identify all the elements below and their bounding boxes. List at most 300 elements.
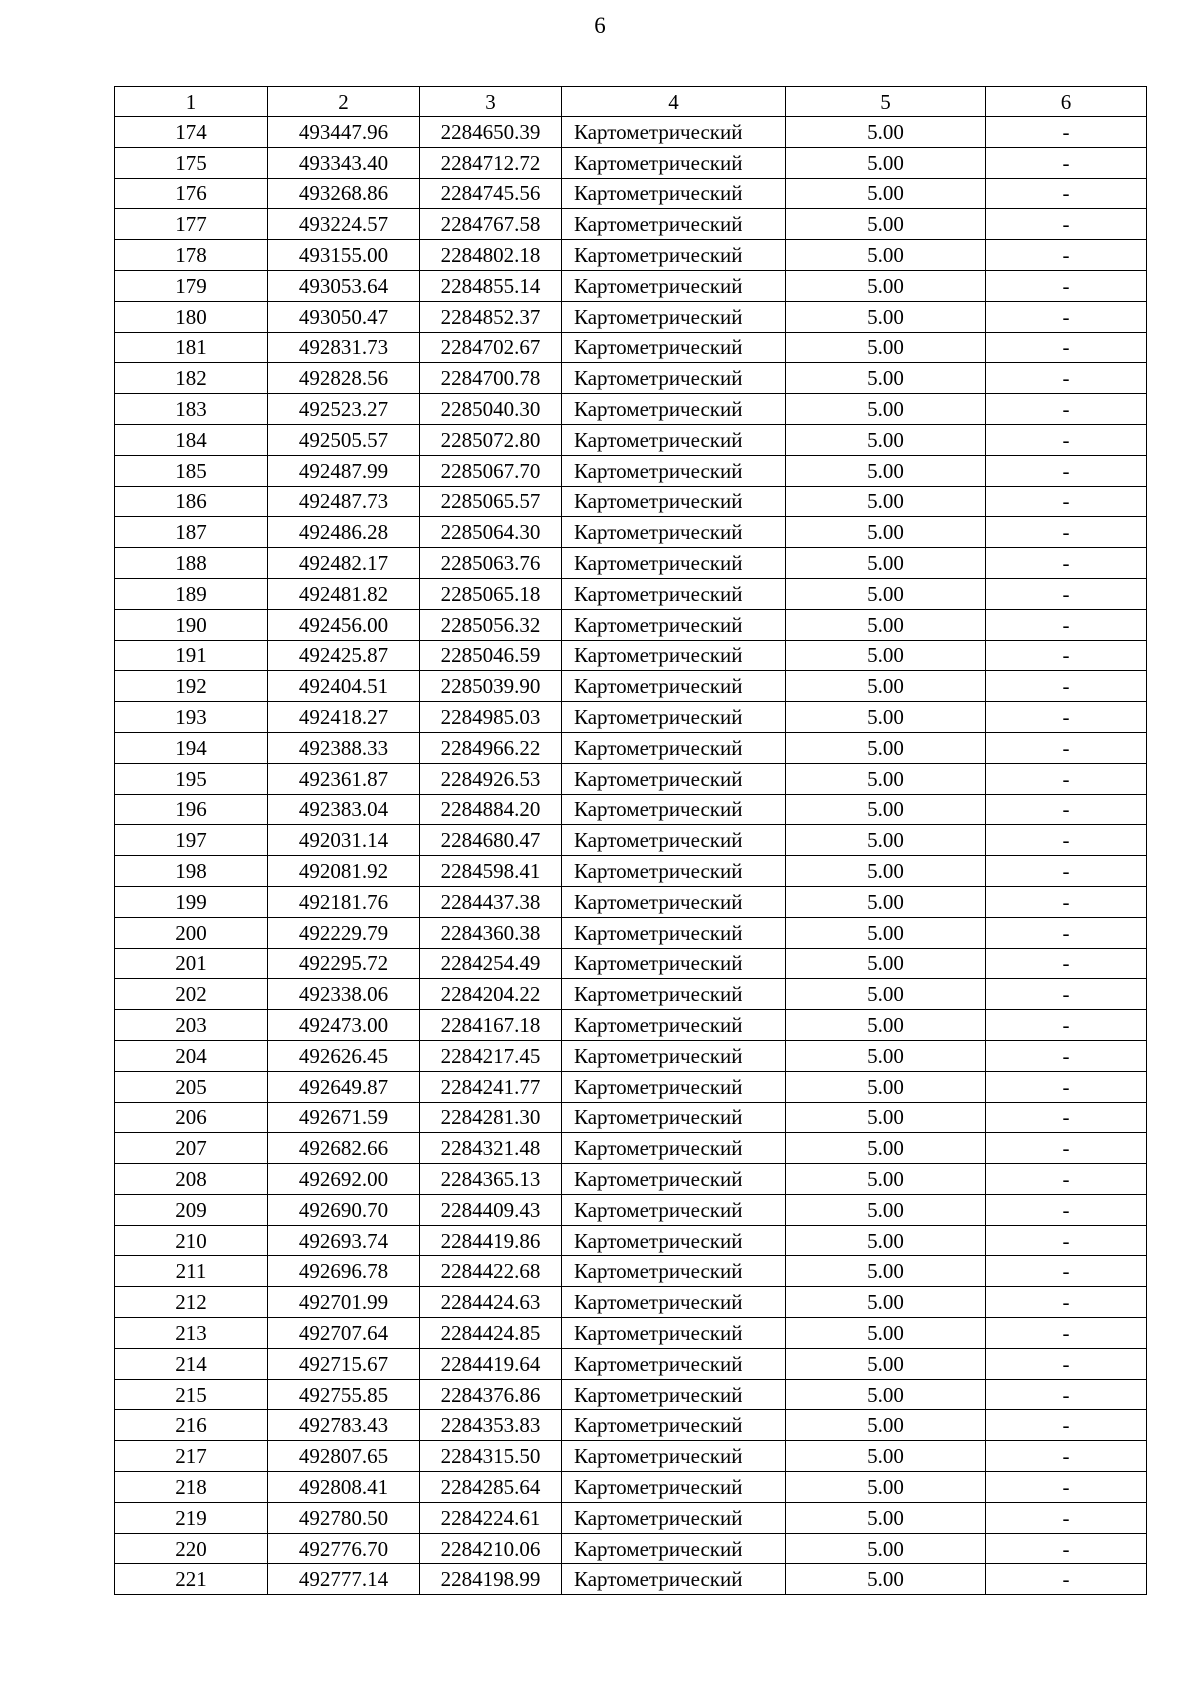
y-coordinate-cell: 2284281.30	[420, 1102, 562, 1133]
accuracy-cell: 5.00	[786, 517, 986, 548]
point-number-cell: 191	[115, 640, 268, 671]
table-row	[115, 640, 1147, 671]
accuracy-cell: 5.00	[786, 886, 986, 917]
point-number-cell: 210	[115, 1225, 268, 1256]
x-coordinate-cell: 493447.96	[268, 117, 420, 148]
page-number: 6	[594, 13, 606, 38]
point-number-cell: 198	[115, 856, 268, 887]
accuracy-cell: 5.00	[786, 147, 986, 178]
note-cell: -	[986, 1256, 1147, 1287]
y-coordinate-cell: 2284745.56	[420, 178, 562, 209]
y-coordinate-cell: 2284365.13	[420, 1164, 562, 1195]
x-coordinate-cell: 492828.56	[268, 363, 420, 394]
method-cell: Картометрический	[562, 1472, 786, 1503]
y-coordinate-cell: 2284353.83	[420, 1410, 562, 1441]
point-number-cell: 202	[115, 979, 268, 1010]
note-cell: -	[986, 1133, 1147, 1164]
point-number-cell: 174	[115, 117, 268, 148]
y-coordinate-cell: 2284217.45	[420, 1040, 562, 1071]
x-coordinate-cell: 492425.87	[268, 640, 420, 671]
point-number-cell: 203	[115, 1010, 268, 1041]
point-number-cell: 181	[115, 332, 268, 363]
note-cell: -	[986, 1472, 1147, 1503]
note-cell: -	[986, 1410, 1147, 1441]
y-coordinate-cell: 2284167.18	[420, 1010, 562, 1041]
note-cell: -	[986, 1533, 1147, 1564]
table-row	[115, 147, 1147, 178]
table-row	[115, 917, 1147, 948]
x-coordinate-cell: 492776.70	[268, 1533, 420, 1564]
method-cell: Картометрический	[562, 424, 786, 455]
y-coordinate-cell: 2284437.38	[420, 886, 562, 917]
note-cell: -	[986, 1164, 1147, 1195]
note-cell: -	[986, 394, 1147, 425]
accuracy-cell: 5.00	[786, 1318, 986, 1349]
point-number-cell: 195	[115, 763, 268, 794]
accuracy-cell: 5.00	[786, 178, 986, 209]
accuracy-cell: 5.00	[786, 117, 986, 148]
table-row	[115, 732, 1147, 763]
table-row	[115, 1379, 1147, 1410]
table-row	[115, 979, 1147, 1010]
note-cell: -	[986, 1010, 1147, 1041]
point-number-cell: 206	[115, 1102, 268, 1133]
note-cell: -	[986, 979, 1147, 1010]
x-coordinate-cell: 492696.78	[268, 1256, 420, 1287]
x-coordinate-cell: 492671.59	[268, 1102, 420, 1133]
x-coordinate-cell: 492505.57	[268, 424, 420, 455]
y-coordinate-cell: 2284224.61	[420, 1502, 562, 1533]
point-number-cell: 216	[115, 1410, 268, 1441]
accuracy-cell: 5.00	[786, 763, 986, 794]
x-coordinate-cell: 492682.66	[268, 1133, 420, 1164]
x-coordinate-cell: 492690.70	[268, 1194, 420, 1225]
method-cell: Картометрический	[562, 517, 786, 548]
method-cell: Картометрический	[562, 979, 786, 1010]
table-body	[115, 87, 1147, 1595]
method-cell: Картометрический	[562, 1133, 786, 1164]
method-cell: Картометрический	[562, 1010, 786, 1041]
y-coordinate-cell: 2284926.53	[420, 763, 562, 794]
table-row	[115, 1287, 1147, 1318]
table-row	[115, 794, 1147, 825]
note-cell: -	[986, 1502, 1147, 1533]
method-cell: Картометрический	[562, 147, 786, 178]
note-cell: -	[986, 1194, 1147, 1225]
note-cell: -	[986, 702, 1147, 733]
note-cell: -	[986, 332, 1147, 363]
table-row	[115, 1410, 1147, 1441]
x-coordinate-cell: 492780.50	[268, 1502, 420, 1533]
x-coordinate-cell: 492701.99	[268, 1287, 420, 1318]
method-cell: Картометрический	[562, 1318, 786, 1349]
point-number-cell: 176	[115, 178, 268, 209]
note-cell: -	[986, 1441, 1147, 1472]
accuracy-cell: 5.00	[786, 640, 986, 671]
note-cell: -	[986, 1379, 1147, 1410]
x-coordinate-cell: 492295.72	[268, 948, 420, 979]
x-coordinate-cell: 493224.57	[268, 209, 420, 240]
accuracy-cell: 5.00	[786, 1133, 986, 1164]
x-coordinate-cell: 492404.51	[268, 671, 420, 702]
table-row	[115, 1533, 1147, 1564]
point-number-cell: 190	[115, 609, 268, 640]
point-number-cell: 175	[115, 147, 268, 178]
table-row	[115, 1071, 1147, 1102]
note-cell: -	[986, 1071, 1147, 1102]
x-coordinate-cell: 493343.40	[268, 147, 420, 178]
y-coordinate-cell: 2284712.72	[420, 147, 562, 178]
y-coordinate-cell: 2285039.90	[420, 671, 562, 702]
accuracy-cell: 5.00	[786, 486, 986, 517]
table-row	[115, 763, 1147, 794]
accuracy-cell: 5.00	[786, 979, 986, 1010]
table-row	[115, 1164, 1147, 1195]
x-coordinate-cell: 492473.00	[268, 1010, 420, 1041]
note-cell: -	[986, 1225, 1147, 1256]
point-number-cell: 207	[115, 1133, 268, 1164]
x-coordinate-cell: 492649.87	[268, 1071, 420, 1102]
note-cell: -	[986, 1348, 1147, 1379]
method-cell: Картометрический	[562, 948, 786, 979]
table-row	[115, 1256, 1147, 1287]
accuracy-cell: 5.00	[786, 1379, 986, 1410]
method-cell: Картометрический	[562, 332, 786, 363]
table-row	[115, 1348, 1147, 1379]
point-number-cell: 204	[115, 1040, 268, 1071]
method-cell: Картометрический	[562, 1225, 786, 1256]
x-coordinate-cell: 492388.33	[268, 732, 420, 763]
accuracy-cell: 5.00	[786, 1010, 986, 1041]
x-coordinate-cell: 492707.64	[268, 1318, 420, 1349]
accuracy-cell: 5.00	[786, 548, 986, 579]
accuracy-cell: 5.00	[786, 917, 986, 948]
method-cell: Картометрический	[562, 825, 786, 856]
accuracy-cell: 5.00	[786, 424, 986, 455]
point-number-cell: 184	[115, 424, 268, 455]
table-row	[115, 856, 1147, 887]
note-cell: -	[986, 1564, 1147, 1595]
method-cell: Картометрический	[562, 209, 786, 240]
note-cell: -	[986, 917, 1147, 948]
point-number-cell: 189	[115, 578, 268, 609]
note-cell: -	[986, 609, 1147, 640]
accuracy-cell: 5.00	[786, 1102, 986, 1133]
accuracy-cell: 5.00	[786, 1287, 986, 1318]
point-number-cell: 188	[115, 548, 268, 579]
note-cell: -	[986, 147, 1147, 178]
note-cell: -	[986, 1102, 1147, 1133]
table-row	[115, 394, 1147, 425]
y-coordinate-cell: 2285064.30	[420, 517, 562, 548]
y-coordinate-cell: 2284360.38	[420, 917, 562, 948]
header-cell: 3	[420, 87, 562, 117]
y-coordinate-cell: 2285065.18	[420, 578, 562, 609]
note-cell: -	[986, 209, 1147, 240]
method-cell: Картометрический	[562, 886, 786, 917]
point-number-cell: 200	[115, 917, 268, 948]
accuracy-cell: 5.00	[786, 1071, 986, 1102]
table-row	[115, 1194, 1147, 1225]
note-cell: -	[986, 240, 1147, 271]
x-coordinate-cell: 492456.00	[268, 609, 420, 640]
y-coordinate-cell: 2284210.06	[420, 1533, 562, 1564]
table-row	[115, 1564, 1147, 1595]
table-row	[115, 1502, 1147, 1533]
note-cell: -	[986, 1287, 1147, 1318]
note-cell: -	[986, 1318, 1147, 1349]
method-cell: Картометрический	[562, 1564, 786, 1595]
y-coordinate-cell: 2284424.63	[420, 1287, 562, 1318]
point-number-cell: 219	[115, 1502, 268, 1533]
point-number-cell: 201	[115, 948, 268, 979]
y-coordinate-cell: 2284198.99	[420, 1564, 562, 1595]
y-coordinate-cell: 2284852.37	[420, 301, 562, 332]
note-cell: -	[986, 640, 1147, 671]
accuracy-cell: 5.00	[786, 1164, 986, 1195]
accuracy-cell: 5.00	[786, 1348, 986, 1379]
accuracy-cell: 5.00	[786, 1472, 986, 1503]
method-cell: Картометрический	[562, 240, 786, 271]
method-cell: Картометрический	[562, 1441, 786, 1472]
accuracy-cell: 5.00	[786, 1410, 986, 1441]
point-number-cell: 185	[115, 455, 268, 486]
accuracy-cell: 5.00	[786, 1564, 986, 1595]
y-coordinate-cell: 2285040.30	[420, 394, 562, 425]
table-row	[115, 270, 1147, 301]
table-row	[115, 948, 1147, 979]
x-coordinate-cell: 492487.73	[268, 486, 420, 517]
note-cell: -	[986, 424, 1147, 455]
note-cell: -	[986, 486, 1147, 517]
point-number-cell: 205	[115, 1071, 268, 1102]
y-coordinate-cell: 2284204.22	[420, 979, 562, 1010]
point-number-cell: 192	[115, 671, 268, 702]
point-number-cell: 183	[115, 394, 268, 425]
point-number-cell: 212	[115, 1287, 268, 1318]
accuracy-cell: 5.00	[786, 455, 986, 486]
table-row	[115, 517, 1147, 548]
x-coordinate-cell: 492693.74	[268, 1225, 420, 1256]
y-coordinate-cell: 2284650.39	[420, 117, 562, 148]
y-coordinate-cell: 2284767.58	[420, 209, 562, 240]
note-cell: -	[986, 794, 1147, 825]
point-number-cell: 214	[115, 1348, 268, 1379]
accuracy-cell: 5.00	[786, 1225, 986, 1256]
accuracy-cell: 5.00	[786, 270, 986, 301]
y-coordinate-cell: 2284884.20	[420, 794, 562, 825]
method-cell: Картометрический	[562, 1348, 786, 1379]
y-coordinate-cell: 2284700.78	[420, 363, 562, 394]
accuracy-cell: 5.00	[786, 794, 986, 825]
note-cell: -	[986, 455, 1147, 486]
accuracy-cell: 5.00	[786, 240, 986, 271]
method-cell: Картометрический	[562, 1102, 786, 1133]
method-cell: Картометрический	[562, 270, 786, 301]
x-coordinate-cell: 492523.27	[268, 394, 420, 425]
table-row	[115, 702, 1147, 733]
note-cell: -	[986, 948, 1147, 979]
note-cell: -	[986, 1040, 1147, 1071]
accuracy-cell: 5.00	[786, 1502, 986, 1533]
x-coordinate-cell: 493155.00	[268, 240, 420, 271]
header-cell: 5	[786, 87, 986, 117]
table-row	[115, 455, 1147, 486]
point-number-cell: 220	[115, 1533, 268, 1564]
note-cell: -	[986, 117, 1147, 148]
note-cell: -	[986, 548, 1147, 579]
y-coordinate-cell: 2284598.41	[420, 856, 562, 887]
point-number-cell: 186	[115, 486, 268, 517]
x-coordinate-cell: 492482.17	[268, 548, 420, 579]
accuracy-cell: 5.00	[786, 1533, 986, 1564]
note-cell: -	[986, 886, 1147, 917]
table-row	[115, 178, 1147, 209]
table-row	[115, 301, 1147, 332]
y-coordinate-cell: 2284315.50	[420, 1441, 562, 1472]
coordinates-table	[114, 86, 1147, 1595]
accuracy-cell: 5.00	[786, 856, 986, 887]
y-coordinate-cell: 2284855.14	[420, 270, 562, 301]
method-cell: Картометрический	[562, 702, 786, 733]
y-coordinate-cell: 2285067.70	[420, 455, 562, 486]
table-row	[115, 825, 1147, 856]
table-row	[115, 486, 1147, 517]
x-coordinate-cell: 492692.00	[268, 1164, 420, 1195]
method-cell: Картометрический	[562, 548, 786, 579]
note-cell: -	[986, 301, 1147, 332]
method-cell: Картометрический	[562, 1256, 786, 1287]
method-cell: Картометрический	[562, 1410, 786, 1441]
point-number-cell: 218	[115, 1472, 268, 1503]
x-coordinate-cell: 492777.14	[268, 1564, 420, 1595]
x-coordinate-cell: 493053.64	[268, 270, 420, 301]
note-cell: -	[986, 517, 1147, 548]
y-coordinate-cell: 2285046.59	[420, 640, 562, 671]
method-cell: Картометрический	[562, 1379, 786, 1410]
method-cell: Картометрический	[562, 671, 786, 702]
point-number-cell: 194	[115, 732, 268, 763]
table-row	[115, 332, 1147, 363]
note-cell: -	[986, 763, 1147, 794]
y-coordinate-cell: 2284802.18	[420, 240, 562, 271]
accuracy-cell: 5.00	[786, 1040, 986, 1071]
x-coordinate-cell: 492783.43	[268, 1410, 420, 1441]
y-coordinate-cell: 2284702.67	[420, 332, 562, 363]
accuracy-cell: 5.00	[786, 394, 986, 425]
y-coordinate-cell: 2285065.57	[420, 486, 562, 517]
method-cell: Картометрический	[562, 455, 786, 486]
point-number-cell: 182	[115, 363, 268, 394]
x-coordinate-cell: 492715.67	[268, 1348, 420, 1379]
table-row	[115, 671, 1147, 702]
method-cell: Картометрический	[562, 1194, 786, 1225]
table-row	[115, 1225, 1147, 1256]
table-row	[115, 1472, 1147, 1503]
y-coordinate-cell: 2285056.32	[420, 609, 562, 640]
table-row	[115, 240, 1147, 271]
y-coordinate-cell: 2284424.85	[420, 1318, 562, 1349]
method-cell: Картометрический	[562, 117, 786, 148]
method-cell: Картометрический	[562, 856, 786, 887]
point-number-cell: 187	[115, 517, 268, 548]
table-row	[115, 1040, 1147, 1071]
method-cell: Картометрический	[562, 178, 786, 209]
x-coordinate-cell: 492626.45	[268, 1040, 420, 1071]
accuracy-cell: 5.00	[786, 1194, 986, 1225]
accuracy-cell: 5.00	[786, 702, 986, 733]
accuracy-cell: 5.00	[786, 825, 986, 856]
note-cell: -	[986, 270, 1147, 301]
accuracy-cell: 5.00	[786, 363, 986, 394]
note-cell: -	[986, 363, 1147, 394]
table-row	[115, 117, 1147, 148]
y-coordinate-cell: 2284241.77	[420, 1071, 562, 1102]
x-coordinate-cell: 492808.41	[268, 1472, 420, 1503]
point-number-cell: 221	[115, 1564, 268, 1595]
method-cell: Картометрический	[562, 917, 786, 948]
method-cell: Картометрический	[562, 1164, 786, 1195]
accuracy-cell: 5.00	[786, 209, 986, 240]
y-coordinate-cell: 2284419.86	[420, 1225, 562, 1256]
x-coordinate-cell: 492486.28	[268, 517, 420, 548]
x-coordinate-cell: 492831.73	[268, 332, 420, 363]
accuracy-cell: 5.00	[786, 332, 986, 363]
table-row	[115, 886, 1147, 917]
accuracy-cell: 5.00	[786, 671, 986, 702]
x-coordinate-cell: 493268.86	[268, 178, 420, 209]
x-coordinate-cell: 492361.87	[268, 763, 420, 794]
x-coordinate-cell: 492481.82	[268, 578, 420, 609]
header-cell: 2	[268, 87, 420, 117]
accuracy-cell: 5.00	[786, 1441, 986, 1472]
x-coordinate-cell: 493050.47	[268, 301, 420, 332]
x-coordinate-cell: 492383.04	[268, 794, 420, 825]
point-number-cell: 213	[115, 1318, 268, 1349]
method-cell: Картометрический	[562, 1287, 786, 1318]
x-coordinate-cell: 492081.92	[268, 856, 420, 887]
table-row	[115, 609, 1147, 640]
header-cell: 4	[562, 87, 786, 117]
method-cell: Картометрический	[562, 1071, 786, 1102]
table-row	[115, 1133, 1147, 1164]
note-cell: -	[986, 178, 1147, 209]
y-coordinate-cell: 2284254.49	[420, 948, 562, 979]
y-coordinate-cell: 2284985.03	[420, 702, 562, 733]
method-cell: Картометрический	[562, 1040, 786, 1071]
y-coordinate-cell: 2284966.22	[420, 732, 562, 763]
point-number-cell: 215	[115, 1379, 268, 1410]
accuracy-cell: 5.00	[786, 1256, 986, 1287]
x-coordinate-cell: 492031.14	[268, 825, 420, 856]
header-cell: 1	[115, 87, 268, 117]
x-coordinate-cell: 492229.79	[268, 917, 420, 948]
method-cell: Картометрический	[562, 394, 786, 425]
method-cell: Картометрический	[562, 794, 786, 825]
accuracy-cell: 5.00	[786, 732, 986, 763]
y-coordinate-cell: 2284422.68	[420, 1256, 562, 1287]
point-number-cell: 211	[115, 1256, 268, 1287]
accuracy-cell: 5.00	[786, 578, 986, 609]
y-coordinate-cell: 2285063.76	[420, 548, 562, 579]
point-number-cell: 177	[115, 209, 268, 240]
x-coordinate-cell: 492755.85	[268, 1379, 420, 1410]
x-coordinate-cell: 492487.99	[268, 455, 420, 486]
x-coordinate-cell: 492418.27	[268, 702, 420, 733]
note-cell: -	[986, 578, 1147, 609]
accuracy-cell: 5.00	[786, 301, 986, 332]
method-cell: Картометрический	[562, 1502, 786, 1533]
